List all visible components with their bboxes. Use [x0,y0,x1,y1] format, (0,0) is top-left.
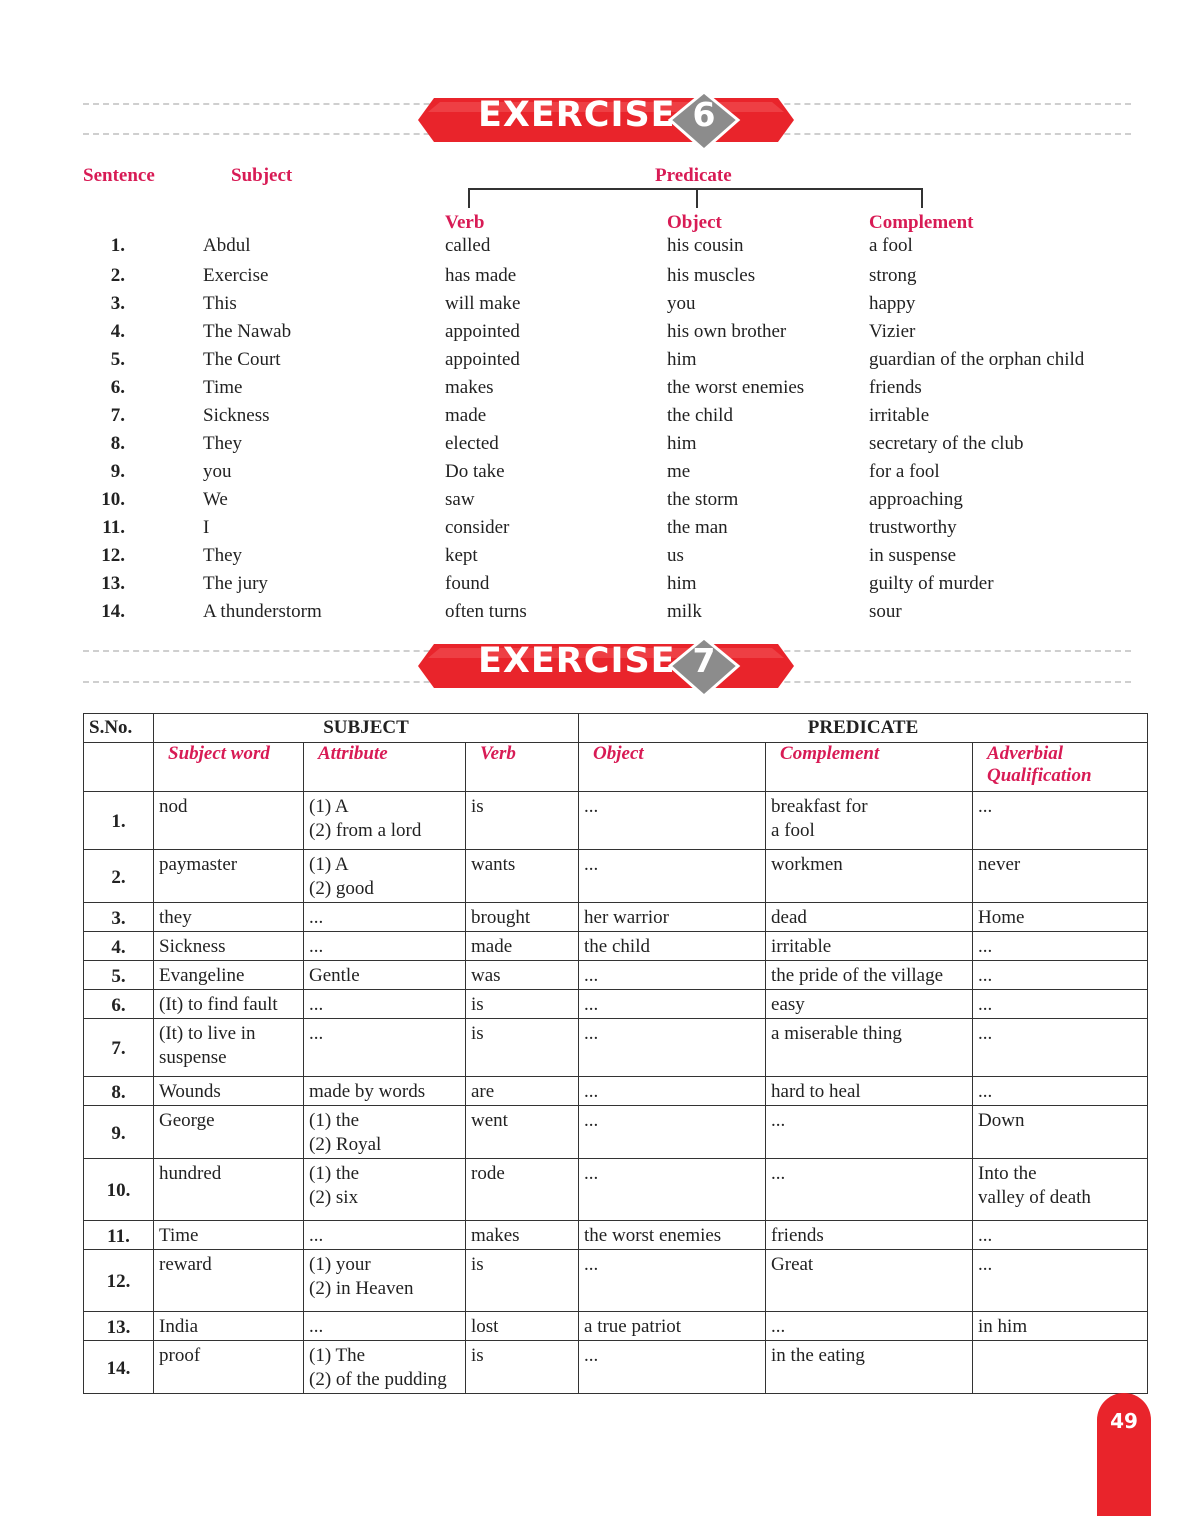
attribute-cell-line: (1) A [309,796,349,817]
verb-cell: elected [445,433,499,454]
attribute-cell [304,1077,466,1106]
list-item [0,573,1204,601]
row-number: 14. [84,1341,154,1394]
object-cell: ... [579,1077,766,1106]
verb-cell: consider [445,517,510,538]
object-cell: his cousin [667,235,744,256]
complement-cell: guardian of the orphan child [869,349,1085,370]
object-cell: the child [579,932,766,961]
adverbial-cell-line: never [978,854,1021,875]
complement-cell [766,903,973,932]
subject-group-header: SUBJECT [154,714,579,743]
adverbial-cell [973,1250,1148,1312]
subject-word-cell: paymaster [154,850,304,903]
table-row [84,1341,1148,1394]
banner-title: EXERCISE [478,641,676,681]
complement-header: Complement [766,743,973,792]
attribute-cell-line: ... [309,994,324,1015]
adverbial-cell-line: in him [978,1316,1028,1337]
list-item [0,601,1204,629]
subject-word-cell: proof [154,1341,304,1394]
table-row [84,932,1148,961]
predicate-header: Predicate [655,165,732,186]
adverbial-cell-line: ... [978,1225,993,1246]
list-item [0,517,1204,545]
adverbial-header-line: Qualification [987,765,1092,786]
row-number: 7. [84,1019,154,1077]
attribute-cell-line: (2) in Heaven [309,1278,414,1299]
complement-cell [766,850,973,903]
table-row [84,792,1148,850]
list-item [0,461,1204,489]
banner-number: 6 [692,95,716,134]
row-number: 3. [110,293,125,314]
complement-cell [766,1312,973,1341]
row-number: 4. [110,321,125,342]
object-cell: me [667,461,691,482]
object-cell: the child [667,405,733,426]
adverbial-cell [973,903,1148,932]
verb-cell: wants [466,850,579,903]
attribute-cell-line: (1) the [309,1110,360,1131]
object-cell: ... [579,1106,766,1159]
table-row [84,990,1148,1019]
attribute-cell-line: ... [309,1316,324,1337]
complement-cell-line: in the eating [771,1345,865,1366]
object-cell: his muscles [667,265,756,286]
subject-word-cell: Evangeline [154,961,304,990]
complement-cell [766,1159,973,1221]
verb-cell: lost [466,1312,579,1341]
subject-header: Subject [231,165,293,186]
table-row [84,1159,1148,1221]
subject-cell: I [203,517,210,538]
adverbial-cell-line: valley of death [978,1187,1091,1208]
complement-cell [766,990,973,1019]
row-number: 13. [84,1312,154,1341]
verb-cell: kept [445,545,478,566]
complement-cell-line: ... [771,1110,786,1131]
verb-cell: has made [445,265,517,286]
row-number: 7. [110,405,125,426]
subject-cell: Abdul [203,235,251,256]
verb-cell: often turns [445,601,527,622]
object-cell: ... [579,961,766,990]
row-number: 8. [110,433,125,454]
subject-cell: They [203,433,243,454]
subject-cell: The Nawab [203,321,292,342]
attribute-cell-line: ... [309,1225,324,1246]
attribute-cell-line: (2) from a lord [309,820,422,841]
complement-cell-line: ... [771,1163,786,1184]
subject-cell: Time [203,377,243,398]
object-cell: the storm [667,489,739,510]
list-item [0,545,1204,573]
attribute-cell [304,990,466,1019]
verb-cell: found [445,573,490,594]
adverbial-cell [973,1159,1148,1221]
complement-cell-line: ... [771,1316,786,1337]
complement-cell [766,1019,973,1077]
exercise-7-body [84,792,1148,1394]
attribute-cell [304,1106,466,1159]
subject-cell: We [203,489,228,510]
attribute-cell-line: Gentle [309,965,360,986]
subject-cell: A thunderstorm [203,601,322,622]
object-header: Object [667,212,722,233]
row-number: 13. [101,573,125,594]
attribute-cell [304,1019,466,1077]
object-cell: ... [579,1019,766,1077]
attribute-cell [304,961,466,990]
attribute-cell-line: (2) of the pudding [309,1369,447,1390]
complement-cell-line: friends [771,1225,824,1246]
complement-cell [766,1106,973,1159]
complement-cell-line: a fool [771,820,815,841]
verb-cell: is [466,1341,579,1394]
row-number: 3. [84,903,154,932]
object-cell: you [667,293,696,314]
row-number: 2. [84,850,154,903]
verb-cell: made [466,932,579,961]
attribute-cell-line: (2) Royal [309,1134,382,1155]
table-row [84,1077,1148,1106]
subject-word-cell: Wounds [154,1077,304,1106]
row-number: 9. [110,461,125,482]
subject-cell: This [203,293,237,314]
row-number: 1. [110,235,125,256]
complement-cell: strong [869,265,917,286]
page-number: 49 [1110,1409,1138,1433]
list-item [0,377,1204,405]
complement-cell [766,961,973,990]
predicate-group-header: PREDICATE [579,714,1148,743]
attribute-cell-line: (1) your [309,1254,371,1275]
complement-cell: friends [869,377,922,398]
subject-cell: you [203,461,232,482]
subject-word-cell: nod [154,792,304,850]
attribute-cell-line: ... [309,936,324,957]
row-number: 10. [101,489,125,510]
attribute-cell-line: ... [309,1023,324,1044]
complement-cell [766,932,973,961]
list-item [0,433,1204,461]
list-item [0,405,1204,433]
verb-cell: makes [466,1221,579,1250]
verb-cell: Do take [445,461,505,482]
attribute-cell [304,1250,466,1312]
complement-cell [766,1250,973,1312]
complement-cell: approaching [869,489,963,510]
subject-word-cell: they [154,903,304,932]
adverbial-cell [973,961,1148,990]
adverbial-cell [973,932,1148,961]
adverbial-cell [973,1221,1148,1250]
complement-cell: sour [869,601,902,622]
verb-cell: is [466,1250,579,1312]
object-cell: her warrior [579,903,766,932]
object-cell: us [667,545,684,566]
subject-word-cell: George [154,1106,304,1159]
complement-cell: a fool [869,235,913,256]
list-item [0,293,1204,321]
subject-word-cell: hundred [154,1159,304,1221]
complement-cell-line: Great [771,1254,814,1275]
verb-cell: brought [466,903,579,932]
complement-cell: for a fool [869,461,940,482]
table-row [84,961,1148,990]
complement-cell-line: a miserable thing [771,1023,902,1044]
list-item [0,321,1204,349]
object-cell: ... [579,1250,766,1312]
adverbial-cell-line: ... [978,965,993,986]
object-cell: him [667,349,697,370]
banner-number: 7 [692,641,716,680]
verb-cell: was [466,961,579,990]
attribute-cell [304,1312,466,1341]
object-cell: ... [579,792,766,850]
attribute-cell-line: (1) The [309,1345,366,1366]
table-row [84,850,1148,903]
subject-cell: The Court [203,349,281,370]
row-number: 11. [84,1221,154,1250]
row-number: 6. [110,377,125,398]
table-row [84,1106,1148,1159]
object-cell: milk [667,601,702,622]
complement-cell [766,1077,973,1106]
subject-cell: They [203,545,243,566]
object-cell: him [667,433,697,454]
adverbial-cell [973,1312,1148,1341]
verb-header: Verb [466,743,579,792]
complement-cell: guilty of murder [869,573,994,594]
verb-cell: makes [445,377,494,398]
table-row [84,1019,1148,1077]
object-cell: ... [579,850,766,903]
attribute-cell-line: (2) good [309,878,374,899]
object-cell: the worst enemies [579,1221,766,1250]
adverbial-cell [973,990,1148,1019]
object-cell: ... [579,1341,766,1394]
complement-cell-line: dead [771,907,807,928]
list-item [0,265,1204,293]
adverbial-cell [973,1341,1148,1394]
object-cell: him [667,573,697,594]
list-item [0,489,1204,517]
complement-cell: in suspense [869,545,957,566]
row-number: 11. [102,517,125,538]
complement-cell-line: breakfast for [771,796,868,817]
subject-word-header: Subject word [154,743,304,792]
verb-cell: saw [445,489,475,510]
object-cell: his own brother [667,321,787,342]
subject-word-cell: Sickness [154,932,304,961]
predicate-bracket-mid [696,188,698,208]
verb-cell: are [466,1077,579,1106]
complement-cell: irritable [869,405,930,426]
complement-cell: Vizier [869,321,916,342]
sno-subheader [84,743,154,792]
sentence-header: Sentence [83,165,155,186]
complement-cell [766,1341,973,1394]
exercise-6-banner [416,92,796,152]
complement-cell [766,1221,973,1250]
adverbial-header [973,743,1148,792]
complement-header: Complement [869,212,974,233]
subject-cell: Exercise [203,265,269,286]
exercise-7-banner [416,638,796,698]
adverbial-cell-line: Into the [978,1163,1037,1184]
adverbial-cell-line: ... [978,936,993,957]
verb-cell: appointed [445,349,520,370]
adverbial-cell [973,1106,1148,1159]
complement-cell-line: the pride of the village [771,965,944,986]
adverbial-header-line: Adverbial [987,743,1064,764]
adverbial-cell [973,850,1148,903]
attribute-cell-line: made by words [309,1081,426,1102]
attribute-cell-line: (1) A [309,854,349,875]
row-number: 10. [84,1159,154,1221]
attribute-cell [304,1341,466,1394]
table-row [84,1312,1148,1341]
adverbial-cell [973,792,1148,850]
subject-word-cell: India [154,1312,304,1341]
banner-title: EXERCISE [478,95,676,135]
verb-cell: is [466,1019,579,1077]
attribute-header: Attribute [304,743,466,792]
complement-cell: secretary of the club [869,433,1024,454]
complement-cell-line: irritable [771,936,832,957]
row-number: 6. [84,990,154,1019]
list-item [0,349,1204,377]
subject-word-cell: Time [154,1221,304,1250]
complement-cell: trustworthy [869,517,957,538]
adverbial-cell-line: ... [978,1254,993,1275]
sno-header: S.No. [84,714,154,743]
row-number: 5. [84,961,154,990]
row-number: 12. [101,545,125,566]
verb-cell: appointed [445,321,520,342]
row-number: 5. [110,349,125,370]
subject-cell: Sickness [203,405,270,426]
page-number-tab [1097,1393,1151,1516]
table-row [84,1221,1148,1250]
complement-cell [766,792,973,850]
row-number: 1. [84,792,154,850]
verb-cell: rode [466,1159,579,1221]
attribute-cell [304,1221,466,1250]
verb-cell: made [445,405,487,426]
row-number: 2. [110,265,125,286]
verb-cell: is [466,990,579,1019]
table-row [84,1250,1148,1312]
row-number: 4. [84,932,154,961]
adverbial-cell-line: ... [978,1023,993,1044]
row-number: 9. [84,1106,154,1159]
adverbial-cell-line: ... [978,994,993,1015]
attribute-cell [304,932,466,961]
attribute-cell-line: ... [309,907,324,928]
adverbial-cell-line: Down [978,1110,1025,1131]
attribute-cell-line: (2) six [309,1187,359,1208]
complement-cell-line: workmen [771,854,843,875]
adverbial-cell [973,1019,1148,1077]
verb-cell: went [466,1106,579,1159]
complement-cell: happy [869,293,916,314]
object-cell: the worst enemies [667,377,805,398]
row-number: 8. [84,1077,154,1106]
subject-cell: The jury [203,573,268,594]
subject-word-cell: reward [154,1250,304,1312]
adverbial-cell-line: ... [978,1081,993,1102]
table-row [84,903,1148,932]
adverbial-cell-line: ... [978,796,993,817]
adverbial-cell-line: Home [978,907,1025,928]
list-item [0,235,1204,263]
attribute-cell [304,792,466,850]
attribute-cell-line: (1) the [309,1163,360,1184]
row-number: 14. [101,601,125,622]
adverbial-cell [973,1077,1148,1106]
attribute-cell [304,903,466,932]
attribute-cell [304,850,466,903]
verb-cell: will make [445,293,521,314]
attribute-cell [304,1159,466,1221]
row-number: 12. [84,1250,154,1312]
object-header: Object [579,743,766,792]
object-cell: ... [579,1159,766,1221]
object-cell: a true patriot [579,1312,766,1341]
complement-cell-line: easy [771,994,805,1015]
verb-cell: is [466,792,579,850]
subject-word-cell: (It) to find fault [154,990,304,1019]
complement-cell-line: hard to heal [771,1081,861,1102]
exercise-7-table [83,713,1148,1394]
verb-header: Verb [445,212,485,233]
verb-cell: called [445,235,491,256]
subject-word-cell: (It) to live in suspense [154,1019,304,1077]
object-cell: ... [579,990,766,1019]
object-cell: the man [667,517,728,538]
